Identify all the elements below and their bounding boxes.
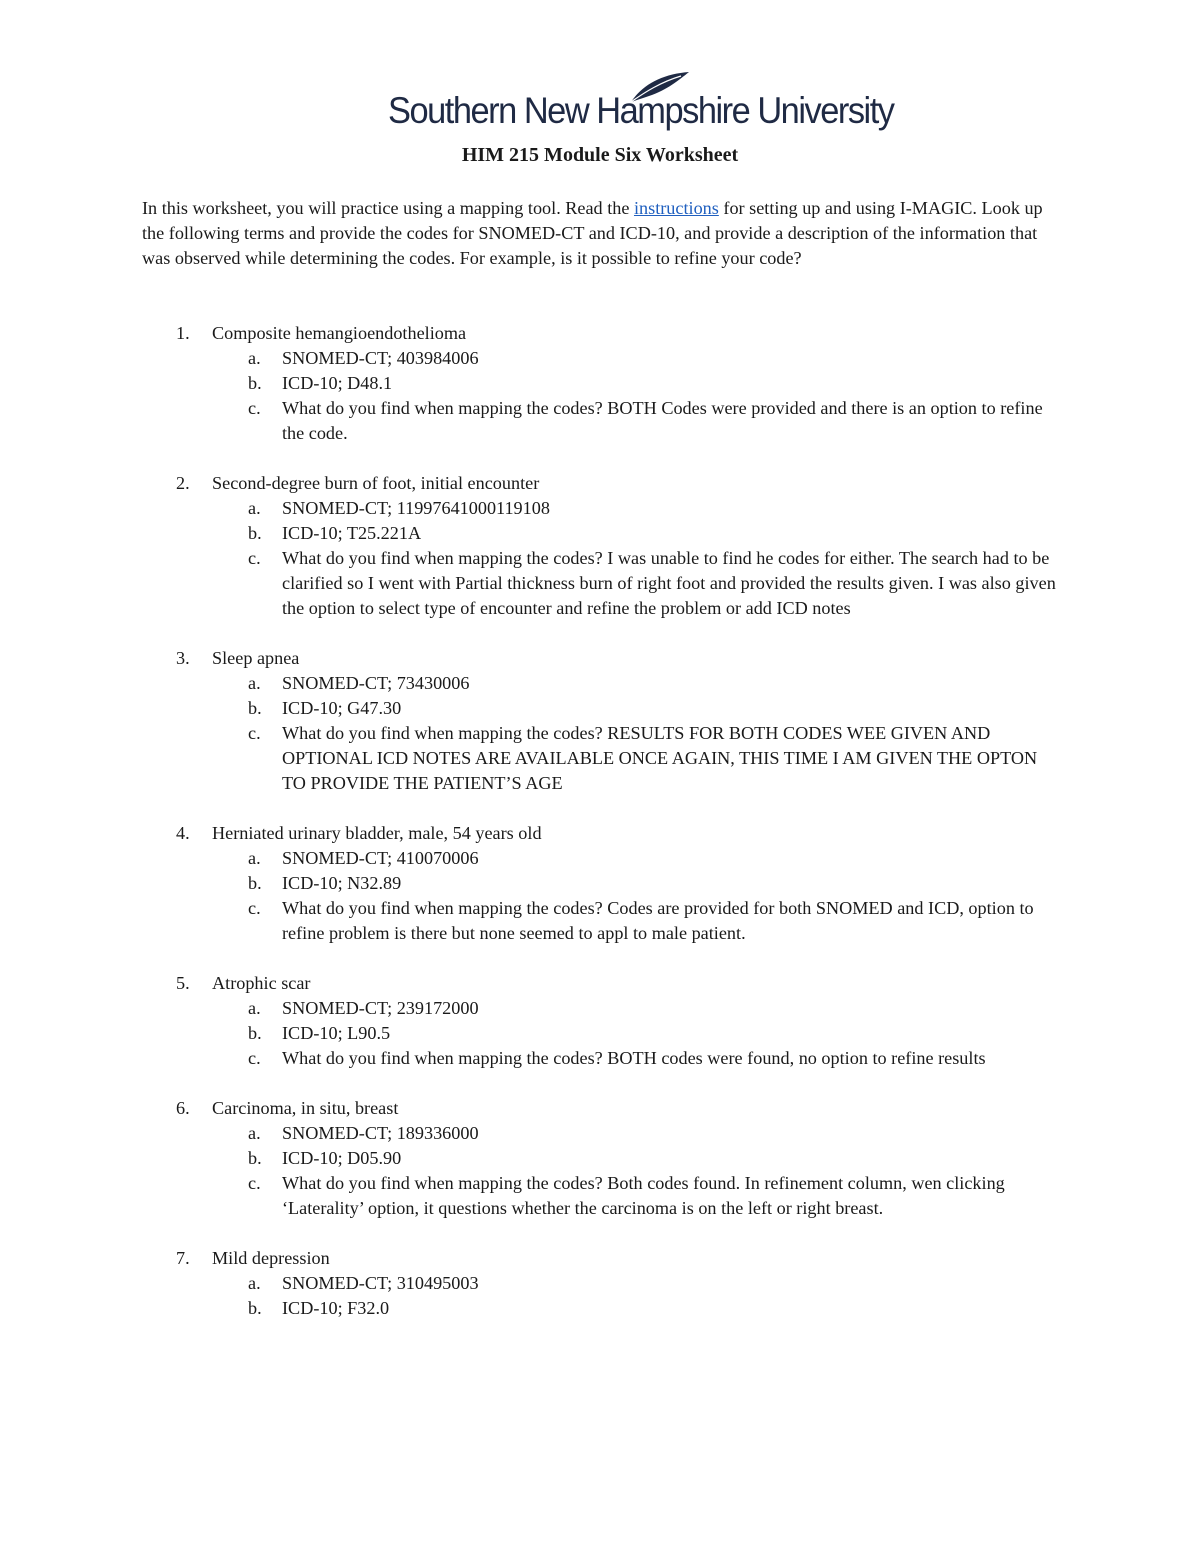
sub-letter: c. [248,1173,261,1193]
sub-text: What do you find when mapping the codes? BOTH codes were found, no option to refine results [282,1048,986,1068]
sub-letter: b. [248,523,262,543]
item-head [0,321,1200,346]
sub-text: SNOMED-CT; 403984006 [282,348,479,368]
item-head [0,1246,1200,1271]
sub-item [0,1271,1056,1296]
intro-text-before: In this worksheet, you will practice using a mapping tool. Read the [142,198,634,218]
sub-text: SNOMED-CT; 189336000 [282,1123,479,1143]
sub-item [0,1046,1056,1071]
item-term: Sleep apnea [212,648,300,668]
sub-item [0,371,1056,396]
sub-letter: b. [248,873,262,893]
item-term: Atrophic scar [212,973,311,993]
sub-text: ICD-10; N32.89 [282,873,402,893]
university-logo [388,66,894,138]
item-number: 4. [176,823,190,843]
item-number: 7. [176,1248,190,1268]
item-head [0,646,1200,671]
sub-text: What do you find when mapping the codes? BOTH Codes were provided and there is an option to refine the code. [282,398,1043,443]
question-list [0,321,1200,1346]
item-term: Second-degree burn of foot, initial encounter [212,473,540,493]
sub-item [0,696,1056,721]
sub-item [0,1146,1056,1171]
sub-text: What do you find when mapping the codes? I was unable to find he codes for either. The search had to be clarified so I went with Partial thickness burn of right foot and provided the results given. I was also given the option to select type of encounter and refine the problem or add ICD notes [282,548,1056,618]
sub-letter: c. [248,723,261,743]
list-item [0,971,1200,1071]
sub-letter: a. [248,673,261,693]
sub-letter: b. [248,698,262,718]
sub-item [0,1296,1056,1321]
intro-text-after: for setting up and using I-MAGIC. Look up the following terms and provide the codes for SNOMED-CT and ICD-10, and provide a description of the information that was observed while determining the codes. For example, is it possible to refine your code? [142,198,1043,268]
item-number: 5. [176,973,190,993]
sub-letter: b. [248,373,262,393]
item-term: Carcinoma, in situ, breast [212,1098,399,1118]
item-term: Herniated urinary bladder, male, 54 years old [212,823,542,843]
intro-paragraph [142,196,1062,271]
item-term: Composite hemangioendothelioma [212,323,467,343]
sub-item [0,671,1056,696]
sub-item [0,521,1056,546]
sub-text: ICD-10; T25.221A [282,523,422,543]
sub-text: What do you find when mapping the codes? Codes are provided for both SNOMED and ICD, option to refine problem is there but none seemed to appl to male patient. [282,898,1034,943]
sub-letter: a. [248,848,261,868]
item-head [0,821,1200,846]
sub-item [0,1171,1056,1221]
sub-letter: a. [248,1123,261,1143]
sub-letter: b. [248,1148,262,1168]
list-item [0,1246,1200,1321]
sub-letter: b. [248,1298,262,1318]
sub-item [0,871,1056,896]
item-number: 3. [176,648,190,668]
list-item [0,1096,1200,1221]
sub-text: SNOMED-CT; 73430006 [282,673,470,693]
sub-item [0,496,1056,521]
sub-item [0,996,1056,1021]
item-head [0,1096,1200,1121]
sub-text: SNOMED-CT; 239172000 [282,998,479,1018]
sub-letter: b. [248,1023,262,1043]
list-item [0,821,1200,946]
list-item [0,321,1200,446]
sub-text: ICD-10; G47.30 [282,698,402,718]
item-number: 1. [176,323,190,343]
sub-letter: c. [248,1048,261,1068]
sub-text: ICD-10; L90.5 [282,1023,391,1043]
sub-letter: a. [248,1273,261,1293]
quill-leaf-icon [623,70,693,104]
sub-letter: c. [248,398,261,418]
sub-item [0,721,1056,796]
sub-item [0,346,1056,371]
list-item [0,471,1200,621]
sub-letter: a. [248,998,261,1018]
sub-letter: c. [248,898,261,918]
item-head [0,471,1200,496]
item-number: 6. [176,1098,190,1118]
sub-item [0,846,1056,871]
sub-item [0,396,1056,446]
sub-text: SNOMED-CT; 310495003 [282,1273,479,1293]
instructions-link[interactable]: instructions [633,198,719,218]
sub-text: What do you find when mapping the codes? Both codes found. In refinement column, wen clicking ‘Laterality’ option, it questions whether the carcinoma is on the left or right breast. [282,1173,1005,1218]
sub-text: ICD-10; F32.0 [282,1298,390,1318]
sub-letter: a. [248,498,261,518]
logo-text: Southern New Hampshire University [388,90,894,131]
sub-text: SNOMED-CT; 410070006 [282,848,479,868]
sub-item [0,1121,1056,1146]
sub-item [0,896,1056,946]
sub-text: ICD-10; D48.1 [282,373,393,393]
sub-text: What do you find when mapping the codes? RESULTS FOR BOTH CODES WEE GIVEN AND OPTIONAL ICD NOTES ARE AVAILABLE ONCE AGAIN, THIS TIME I AM GIVEN THE OPTON TO PROVIDE THE PATIENT’S AGE [282,723,1038,793]
sub-text: ICD-10; D05.90 [282,1148,402,1168]
sub-text: SNOMED-CT; 11997641000119108 [282,498,550,518]
item-number: 2. [176,473,190,493]
item-term: Mild depression [212,1248,330,1268]
sub-item [0,546,1056,621]
sub-letter: c. [248,548,261,568]
list-item [0,646,1200,796]
sub-item [0,1021,1056,1046]
sub-letter: a. [248,348,261,368]
page-title: HIM 215 Module Six Worksheet [461,144,739,166]
item-head [0,971,1200,996]
